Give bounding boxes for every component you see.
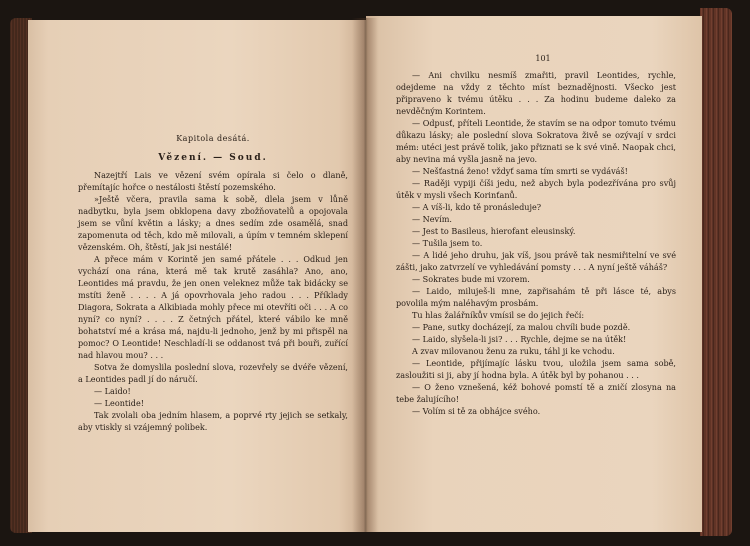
paragraph: — A lidé jeho druhu, jak víš, jsou právě tak nesmiřitelní ve své zášti, jako zatvrzelí ve vyhledávání pomsty . . . A nyní ještě váháš?	[396, 250, 676, 272]
left-page	[28, 20, 366, 532]
chapter-heading: Vězení. — Soud.	[158, 153, 268, 163]
paragraph: — A víš-li, kdo tě pronásleduje?	[412, 202, 542, 212]
paragraph: — Leontide!	[94, 398, 144, 408]
paragraph: Nazejtří Lais ve vězení svém opírala si čelo o dlaně, přemítajíc hořce o nestálosti štěstí pozemského.	[78, 170, 348, 192]
paragraph: — Nešťastná ženo! vždyť sama tím smrti se vydáváš!	[412, 166, 628, 176]
left-page-text	[78, 169, 348, 433]
paragraph: — Ani chvilku nesmíš zmařiti, pravil Leontides, rychle, odejdeme na vždy z těchto míst beznadějnosti. Všecko jest připraveno k tvému útěku . . . Za hodinu budeme daleko za nevděčným Korintem.	[396, 70, 676, 116]
paragraph: — Jest to Basileus, hierofant eleusinský.	[412, 226, 576, 236]
paragraph: — Leontide, přijímajíc lásku tvou, uložila jsem sama sobě, zasloužiti si ji, aby jí hodna byla. A útěk byl by pohanou . . .	[396, 358, 676, 380]
right-book-edge	[700, 8, 732, 536]
paragraph: — Laido, slyšela-li jsi? . . . Rychle, dejme se na útěk!	[412, 334, 627, 344]
paragraph: — Laido, miluješ-li mne, zapřisahám tě při lásce té, abys povolila mým naléhavým prosbám.	[396, 286, 676, 308]
paragraph: A zvav milovanou ženu za ruku, táhl ji ke vchodu.	[412, 346, 615, 356]
paragraph: — Sokrates bude mi vzorem.	[412, 274, 530, 284]
paragraph: — Laido!	[94, 386, 131, 396]
paragraph: Tak zvolali oba jedním hlasem, a poprvé rty jejich se setkaly, aby vtiskly si vzájemný polibek.	[78, 410, 348, 432]
paragraph: — Nevím.	[412, 214, 452, 224]
paragraph: Tu hlas žalářníkův vmísil se do jejich řečí:	[412, 310, 585, 320]
paragraph: — Volím si tě za obhájce svého.	[412, 406, 541, 416]
paragraph: — Raději vypiji číši jedu, než abych byla podezřívána pro svůj útěk v mysli všech Korinťanů.	[396, 178, 676, 200]
paragraph: A přece mám v Korintě jen samé přátele . . . Odkud jen vychází ona rána, která mě tak krutě zasáhla? Ano, ano, Leontides má pravdu, že jen onen veleknez může tak bidácky se mstíti ženě . . . . A já opovrhovala jeho radou . . . Příklady Diagora, Sokrata a Alkibiada mohly přece mi otevříti oči . . . A co nyní? co nyní? . . . . Z četných přátel, které vábilo ke mně bohatství mé a krása má, najdu-li jednoho, jenž by mi přispěl na pomoc? O Leontide! Neschladí-li se oddanost tvá při bouři, zuřící nad hlavou mou? . . .	[78, 254, 348, 360]
paragraph: Sotva že domyslila poslední slova, rozevřely se dvéře vězení, a Leontides padl jí do náručí.	[78, 362, 348, 384]
paragraph: — O ženo vznešená, kéž bohové pomstí tě a zničí zlosyna na tebe žalujícího!	[396, 382, 676, 404]
chapter-label: Kapitola desátá.	[176, 134, 250, 143]
paragraph: »Ještě včera, pravila sama k sobě, dlela jsem v lůně nadbytku, byla jsem obklopena davy zbožňovatelů a opojovala jsem se vůní květin a lásky; a dnes sedím zde osamělá, snad zapomenuta od těch, kdo mě milovali, a úpím v temném sklepení vězenském. Oh, štěstí, jak jsi nestálé!	[78, 194, 348, 252]
right-page-text	[396, 69, 676, 417]
paragraph: — Tušila jsem to.	[412, 238, 483, 248]
right-page	[366, 16, 702, 532]
page-number: 101	[535, 54, 551, 63]
book-gutter	[352, 18, 378, 532]
paragraph: — Pane, sutky docházejí, za malou chvíli bude pozdě.	[412, 322, 631, 332]
paragraph: — Odpusť, příteli Leontide, že stavím se na odpor tomuto tvému důkazu lásky; ale poslední slova Sokratova živě se ozývají v srdci mém: utéci jest právě tolik, jako přiznati se k své vině. Naopak chci, aby nevina má vyšla jasně na jevo.	[396, 118, 676, 164]
